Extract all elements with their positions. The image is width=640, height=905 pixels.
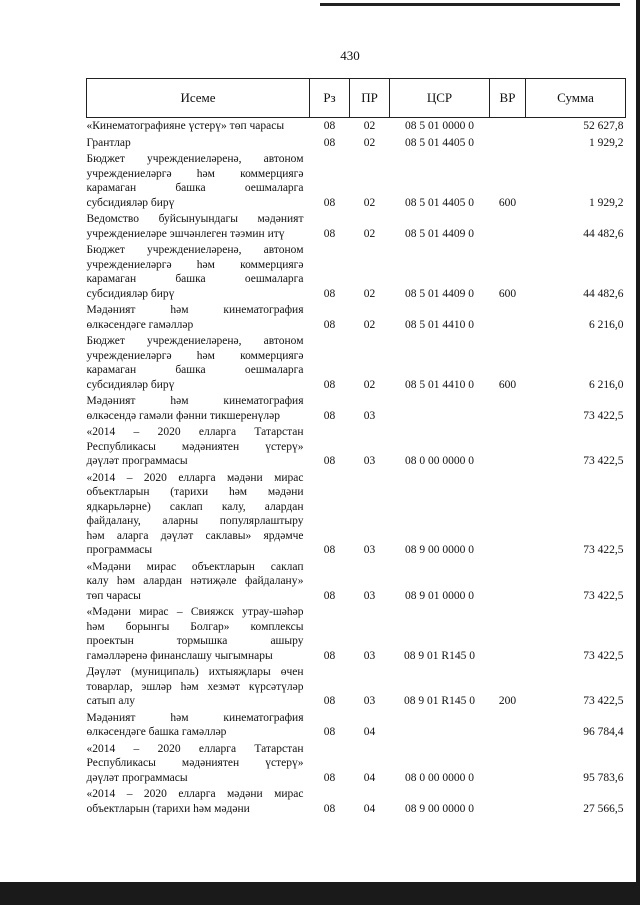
row-vr — [490, 302, 526, 333]
scan-top-rule — [320, 3, 620, 6]
row-csr: 08 9 01 R145 0 — [404, 695, 475, 707]
row-csr: 08 5 01 0000 0 — [405, 120, 474, 132]
row-rz: 08 — [323, 378, 336, 391]
row-pr: 03 — [363, 455, 376, 467]
row-csr: 08 9 00 0000 0 — [405, 544, 474, 556]
table-row — [87, 470, 626, 559]
row-pr: 02 — [363, 120, 376, 132]
row-name-line: «2014 – 2020 елларга мәдәни мирас — [86, 471, 304, 484]
row-name — [87, 118, 310, 135]
row-csr: 08 5 01 4410 0 — [405, 318, 474, 331]
row-name-line: субсидияләр бирү — [86, 287, 175, 300]
row-csr — [390, 710, 490, 741]
table-row — [87, 393, 626, 424]
row-name-line: Бюджет учреждениеләренә, автоном — [86, 244, 304, 256]
row-sum: 44 482,6 — [583, 287, 624, 300]
row-name-line: Республикасы мәдәниятен үстерү» — [86, 757, 304, 769]
row-name-line: карамаган башка оешмаларга — [86, 273, 304, 285]
row-name-line: өлкәсендәге башка гамәлләр — [86, 726, 227, 738]
row-name — [87, 242, 310, 302]
table-row — [87, 211, 626, 242]
page-number: 430 — [340, 48, 360, 63]
row-csr: 08 5 01 4409 0 — [405, 227, 474, 240]
row-sum: 95 783,6 — [583, 771, 624, 784]
row-sum: 96 784,4 — [583, 726, 624, 738]
row-name — [87, 741, 310, 787]
row-name — [87, 604, 310, 664]
row-sum: 73 422,5 — [583, 695, 624, 707]
budget-table — [86, 78, 626, 817]
row-name-line: объектларын (тарихи һәм мәдәни — [86, 802, 250, 815]
row-name-line: учреждениеләргә һәм коммерциягә — [86, 258, 304, 271]
row-rz: 08 — [323, 726, 336, 738]
row-csr: 08 9 00 0000 0 — [405, 802, 474, 815]
row-name-line: «2014 – 2020 елларга Татарстан — [86, 742, 304, 755]
table-row — [87, 604, 626, 664]
row-rz: 08 — [323, 802, 336, 815]
row-name-line: өлкәсендәге гамәлләр — [86, 318, 194, 331]
row-name-line: дәүләт программасы — [86, 771, 188, 784]
row-name-line: «2014 – 2020 елларга мәдәни мирас — [86, 788, 304, 800]
table-row — [87, 710, 626, 741]
row-pr: 02 — [363, 136, 376, 149]
row-vr — [490, 741, 526, 787]
row-name-line: һәм аларга дәүләт саклавы» ярдәмче — [86, 529, 304, 542]
table-row — [87, 333, 626, 393]
row-name-line: программасы — [86, 544, 153, 556]
row-vr — [490, 211, 526, 242]
row-sum: 73 422,5 — [583, 409, 624, 422]
row-sum: 6 216,0 — [589, 378, 624, 391]
row-vr — [490, 604, 526, 664]
row-csr: 08 9 01 0000 0 — [405, 589, 474, 602]
row-sum: 44 482,6 — [583, 227, 624, 240]
row-name — [87, 559, 310, 605]
header-name: Исеме — [87, 79, 310, 118]
row-name-line: товарлар, эшләр һәм хезмәт күрсәтүләр — [86, 680, 304, 693]
header-sum: Сумма — [526, 79, 626, 118]
row-name-line: субсидияләр бирү — [86, 378, 175, 391]
row-name-line: Мәдәният һәм кинематография — [86, 304, 304, 316]
header-pr: ПР — [350, 79, 390, 118]
row-name — [87, 710, 310, 741]
row-name-line: «2014 – 2020 елларга Татарстан — [86, 426, 304, 438]
row-name-line: карамаган башка оешмаларга — [86, 182, 304, 194]
row-name — [87, 333, 310, 393]
row-sum: 73 422,5 — [583, 589, 624, 602]
row-sum: 1 929,2 — [589, 196, 624, 209]
table-row — [87, 151, 626, 211]
row-name-line: Республикасы мәдәниятен үстерү» — [86, 440, 304, 453]
row-name-line: калу һәм алардан нәтиҗәле файдалану» — [86, 575, 304, 587]
row-name — [87, 664, 310, 710]
row-csr: 08 0 00 0000 0 — [405, 455, 474, 467]
row-name-line: проектын тормышка ашыру — [86, 635, 304, 647]
row-name-line: ядкарьләрне) саклап калу, алардан — [86, 500, 304, 513]
row-name — [87, 151, 310, 211]
row-vr: 200 — [498, 695, 517, 707]
row-name-line: объектларын (тарихи һәм мәдәни — [86, 486, 304, 498]
row-pr: 04 — [363, 802, 376, 815]
row-vr — [490, 559, 526, 605]
table-row — [87, 242, 626, 302]
row-pr: 03 — [363, 695, 376, 707]
row-csr — [390, 393, 490, 424]
row-rz: 08 — [323, 136, 336, 149]
table-row — [87, 118, 626, 135]
row-name-line: Бюджет учреждениеләренә, автоном — [86, 335, 304, 347]
row-sum: 6 216,0 — [589, 318, 624, 331]
row-pr: 03 — [363, 409, 376, 422]
row-csr: 08 5 01 4405 0 — [405, 196, 474, 209]
row-csr: 08 9 01 R145 0 — [404, 649, 475, 662]
row-rz: 08 — [323, 589, 336, 602]
row-csr: 08 5 01 4410 0 — [405, 378, 474, 391]
row-name-line: субсидияләр бирү — [86, 196, 175, 209]
row-pr: 02 — [363, 196, 376, 209]
row-name-line: карамаган башка оешмаларга — [86, 364, 304, 376]
row-name-line: учреждениеләре эшчәнлеген тәэмин итү — [86, 227, 285, 240]
scan-right-edge — [636, 0, 640, 905]
row-vr — [490, 118, 526, 135]
scan-bottom-edge — [0, 882, 640, 905]
row-pr: 04 — [363, 726, 376, 738]
row-name-line: өлкәсендә гамәли фәнни тикшеренүләр — [86, 409, 280, 422]
header-vr: ВР — [490, 79, 526, 118]
table-row — [87, 302, 626, 333]
row-vr: 600 — [498, 378, 517, 391]
row-sum: 73 422,5 — [583, 455, 624, 467]
table-row — [87, 786, 626, 817]
row-name-line: сатып алу — [86, 695, 136, 707]
row-vr: 600 — [498, 287, 517, 300]
row-name — [87, 135, 310, 152]
row-pr: 02 — [363, 378, 376, 391]
row-csr: 08 0 00 0000 0 — [405, 771, 474, 784]
table-row — [87, 559, 626, 605]
row-vr: 600 — [498, 196, 517, 209]
row-pr: 03 — [363, 589, 376, 602]
row-rz: 08 — [323, 287, 336, 300]
table-row — [87, 741, 626, 787]
row-pr: 03 — [363, 649, 376, 662]
row-pr: 03 — [363, 544, 376, 556]
row-name-line: учреждениеләргә һәм коммерциягә — [86, 349, 304, 362]
row-vr — [490, 393, 526, 424]
row-name-line: Бюджет учреждениеләренә, автоном — [86, 153, 304, 165]
row-sum: 52 627,8 — [583, 120, 624, 132]
row-rz: 08 — [323, 120, 336, 132]
table-header-row — [87, 79, 626, 118]
row-name-line: Мәдәният һәм кинематография — [86, 395, 304, 407]
row-name — [87, 424, 310, 470]
row-name-line: Ведомство буйсынуындагы мәдәният — [86, 213, 304, 225]
row-csr: 08 5 01 4405 0 — [405, 136, 474, 149]
table-row — [87, 135, 626, 152]
row-name — [87, 786, 310, 817]
row-name-line: Мәдәният һәм кинематография — [86, 711, 304, 724]
row-name — [87, 470, 310, 559]
row-name-line: «Кинематографияне үстерү» төп чарасы — [86, 120, 285, 132]
table-row — [87, 664, 626, 710]
row-pr: 04 — [363, 771, 376, 784]
row-rz: 08 — [323, 771, 336, 784]
row-name — [87, 393, 310, 424]
row-name-line: учреждениеләргә һәм коммерциягә — [86, 167, 304, 180]
row-rz: 08 — [323, 455, 336, 467]
row-name-line: Дәүләт (муниципаль) ихтыяҗлары өчен — [86, 666, 304, 678]
row-rz: 08 — [323, 409, 336, 422]
row-rz: 08 — [323, 318, 336, 331]
row-name — [87, 211, 310, 242]
header-rz: Рз — [310, 79, 350, 118]
row-rz: 08 — [323, 544, 336, 556]
row-vr — [490, 135, 526, 152]
row-sum: 27 566,5 — [583, 802, 624, 815]
row-name-line: төп чарасы — [86, 589, 141, 602]
row-sum: 73 422,5 — [583, 544, 624, 556]
row-name-line: «Мәдәни мирас – Свияжск утрау-шәһәр — [86, 606, 304, 618]
row-vr — [490, 424, 526, 470]
row-vr — [490, 710, 526, 741]
row-name-line: Грантлар — [86, 136, 131, 149]
row-pr: 02 — [363, 227, 376, 240]
row-rz: 08 — [323, 196, 336, 209]
row-vr — [490, 786, 526, 817]
row-rz: 08 — [323, 649, 336, 662]
row-name-line: файдалану, аларны популярлаштыру — [86, 515, 304, 527]
table-row — [87, 424, 626, 470]
row-pr: 02 — [363, 287, 376, 300]
row-rz: 08 — [323, 227, 336, 240]
table-body — [87, 118, 626, 818]
row-name-line: «Мәдәни мирас объектларын саклап — [86, 560, 304, 573]
row-sum: 1 929,2 — [589, 136, 624, 149]
row-rz: 08 — [323, 695, 336, 707]
row-vr — [490, 470, 526, 559]
row-name-line: һәм борынгы Болгар» комплексы — [86, 620, 304, 633]
row-name-line: гамәлләренә финанслашу чыгымнары — [86, 649, 273, 662]
row-csr: 08 5 01 4409 0 — [405, 287, 474, 300]
header-csr: ЦСР — [390, 79, 490, 118]
row-name — [87, 302, 310, 333]
row-pr: 02 — [363, 318, 376, 331]
row-name-line: дәүләт программасы — [86, 455, 188, 467]
row-sum: 73 422,5 — [583, 649, 624, 662]
